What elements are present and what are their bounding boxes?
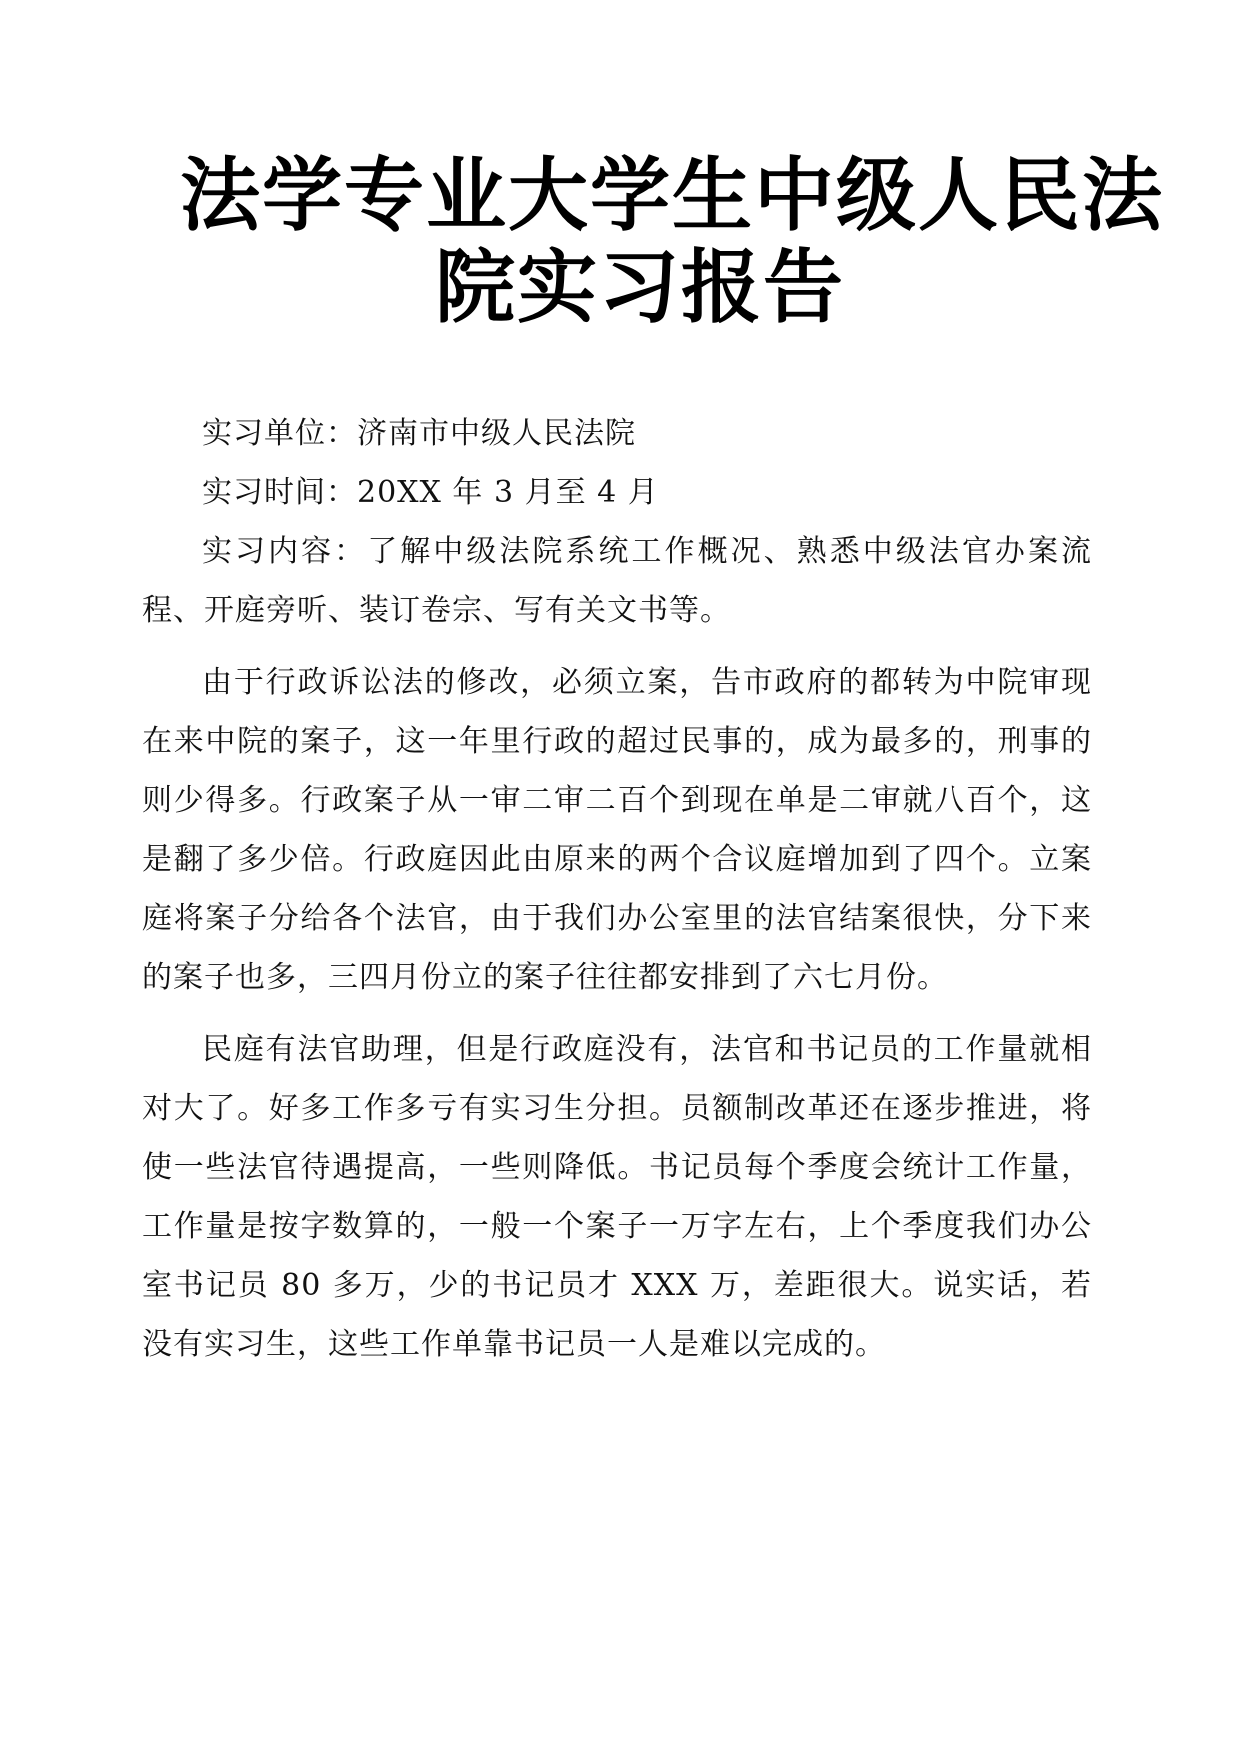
internship-time: 实习时间：20XX 年 3 月至 4 月 — [202, 475, 659, 510]
paragraph-workload: 民庭有法官助理，但是行政庭没有，法官和书记员的工作量就相对大了。好多工作多亏有实习生分担。员额制改革还在逐步推进，将使一些法官待遇提高，一些则降低。书记员每个季度会统计工作量，工作量是按字数算的，一般一个案子一万字左右，上个季度我们办公室书记员 80 多万，少的书记员才 XXX 万，差距很大。说实话，若没有实习生，这些工作单靠书记员一人是难以完成的。 — [142, 1032, 1092, 1362]
document-title — [180, 149, 1164, 334]
title-line-1: 法学专业大学生中级人民法 — [180, 149, 1164, 242]
document-body — [142, 404, 1092, 1374]
internship-content: 实习内容：了解中级法院系统工作概况、熟悉中级法官办案流程、开庭旁听、装订卷宗、写有关文书等。 — [142, 534, 1092, 628]
paragraph-administrative-cases: 由于行政诉讼法的修改，必须立案，告市政府的都转为中院审现在来中院的案子，这一年里行政的超过民事的，成为最多的，刑事的则少得多。行政案子从一审二审二百个到现在单是二审就八百个，这是翻了多少倍。行政庭因此由原来的两个合议庭增加到了四个。立案庭将案子分给各个法官，由于我们办公室里的法官结案很快，分下来的案子也多，三四月份立的案子往往都安排到了六七月份。 — [142, 665, 1092, 995]
title-line-2: 院实习报告 — [435, 241, 845, 334]
internship-unit: 实习单位：济南市中级人民法院 — [202, 416, 636, 451]
